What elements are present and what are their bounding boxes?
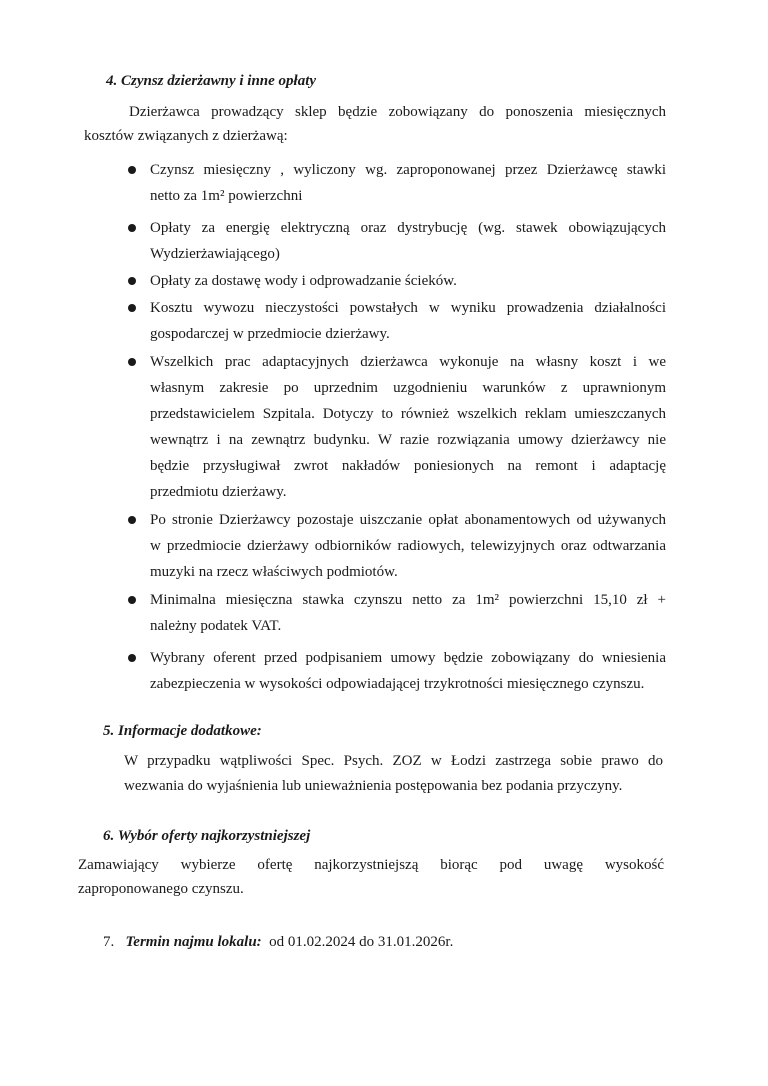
bullet-item: [150, 507, 666, 585]
section-6-heading: 6. Wybór oferty najkorzystniejszej: [103, 828, 311, 844]
bullet-item-line: zabezpieczenia w wysokości odpowiadającej trzykrotności miesięcznego czynszu.: [150, 676, 645, 692]
bullet-dot: [128, 304, 136, 312]
bullet-item-line: muzyki na rzecz właściwych podmiotów.: [150, 564, 398, 580]
bullet-dot: [128, 277, 136, 285]
bullet-dot: [128, 224, 136, 232]
section-6-line-1: Zamawiający wybierze ofertę najkorzystniejszą biorąc pod uwagę wysokość: [78, 857, 664, 873]
section-7-number: 7.: [103, 934, 115, 950]
bullet-item-line: przedmiotu dzierżawy.: [150, 484, 287, 500]
bullet-item-line: wewnątrz i na zewnątrz budynku. W razie rozwiązania umowy dzierżawcy nie: [150, 432, 666, 448]
section-4-intro-line-2: kosztów związanych z dzierżawą:: [84, 128, 288, 144]
section-4-heading: 4. Czynsz dzierżawny i inne opłaty: [106, 73, 317, 89]
bullet-dot: [128, 596, 136, 604]
bullet-item: [150, 587, 666, 639]
bullet-item-line: przedstawicielem Szpitala. Dotyczy to również wszelkich reklam umieszczanych: [150, 406, 666, 422]
bullet-item-line: własnym zakresie po uprzednim uzgodnieniu warunków z uprawnionym: [150, 380, 666, 396]
bullet-dot: [128, 166, 136, 174]
bullet-item-line: Czynsz miesięczny , wyliczony wg. zaproponowanej przez Dzierżawcę stawki: [150, 162, 666, 178]
bullet-item-line: będzie przysługiwał zwrot nakładów poniesionych na remont i adaptację: [150, 458, 666, 474]
bullet-item: [150, 645, 666, 697]
bullet-item: [150, 157, 666, 209]
bullet-item: [150, 349, 666, 505]
bullet-item-line: Wydzierżawiającego): [150, 246, 280, 262]
bullet-item-line: Po stronie Dzierżawcy pozostaje uiszczanie opłat abonamentowych od używanych: [150, 512, 666, 528]
section-7-value: od 01.02.2024 do 31.01.2026r.: [269, 934, 454, 950]
bullet-item-line: należny podatek VAT.: [150, 618, 282, 634]
section-4-intro-line-1: Dzierżawca prowadzący sklep będzie zobowiązany do ponoszenia miesięcznych: [129, 104, 666, 120]
bullet-dot: [128, 358, 136, 366]
bullet-item-line: Wybrany oferent przed podpisaniem umowy będzie zobowiązany do wniesienia: [150, 650, 666, 666]
bullet-item: [150, 215, 666, 267]
bullet-item-line: Opłaty za dostawę wody i odprowadzanie ścieków.: [150, 273, 457, 289]
section-7-row: [103, 934, 453, 951]
section-5-line-2: wezwania do wyjaśnienia lub unieważnienia postępowania bez podania przyczyny.: [124, 778, 623, 794]
bullet-item-line: Opłaty za energię elektryczną oraz dystrybucję (wg. stawek obowiązujących: [150, 220, 666, 236]
bullet-item-line: w przedmiocie dzierżawy odbiorników radiowych, telewizyjnych oraz odtwarzania: [150, 538, 666, 554]
bullet-item-line: Kosztu wywozu nieczystości powstałych w wyniku prowadzenia działalności: [150, 300, 666, 316]
bullet-item: [150, 295, 666, 347]
bullet-item: [150, 268, 666, 294]
bullet-dot: [128, 516, 136, 524]
section-7-label: Termin najmu lokalu:: [125, 934, 262, 950]
bullet-item-line: gospodarczej w przedmiocie dzierżawy.: [150, 326, 390, 342]
bullet-item-line: Minimalna miesięczna stawka czynszu netto za 1m² powierzchni 15,10 zł +: [150, 592, 666, 608]
bullet-item-line: netto za 1m² powierzchni: [150, 188, 303, 204]
bullet-dot: [128, 654, 136, 662]
section-5-line-1: W przypadku wątpliwości Spec. Psych. ZOZ w Łodzi zastrzega sobie prawo do: [124, 753, 663, 769]
section-6-line-2: zaproponowanego czynszu.: [78, 881, 244, 897]
section-5-heading: 5. Informacje dodatkowe:: [103, 723, 262, 739]
bullet-item-line: Wszelkich prac adaptacyjnych dzierżawca wykonuje na własny koszt i we: [150, 354, 666, 370]
